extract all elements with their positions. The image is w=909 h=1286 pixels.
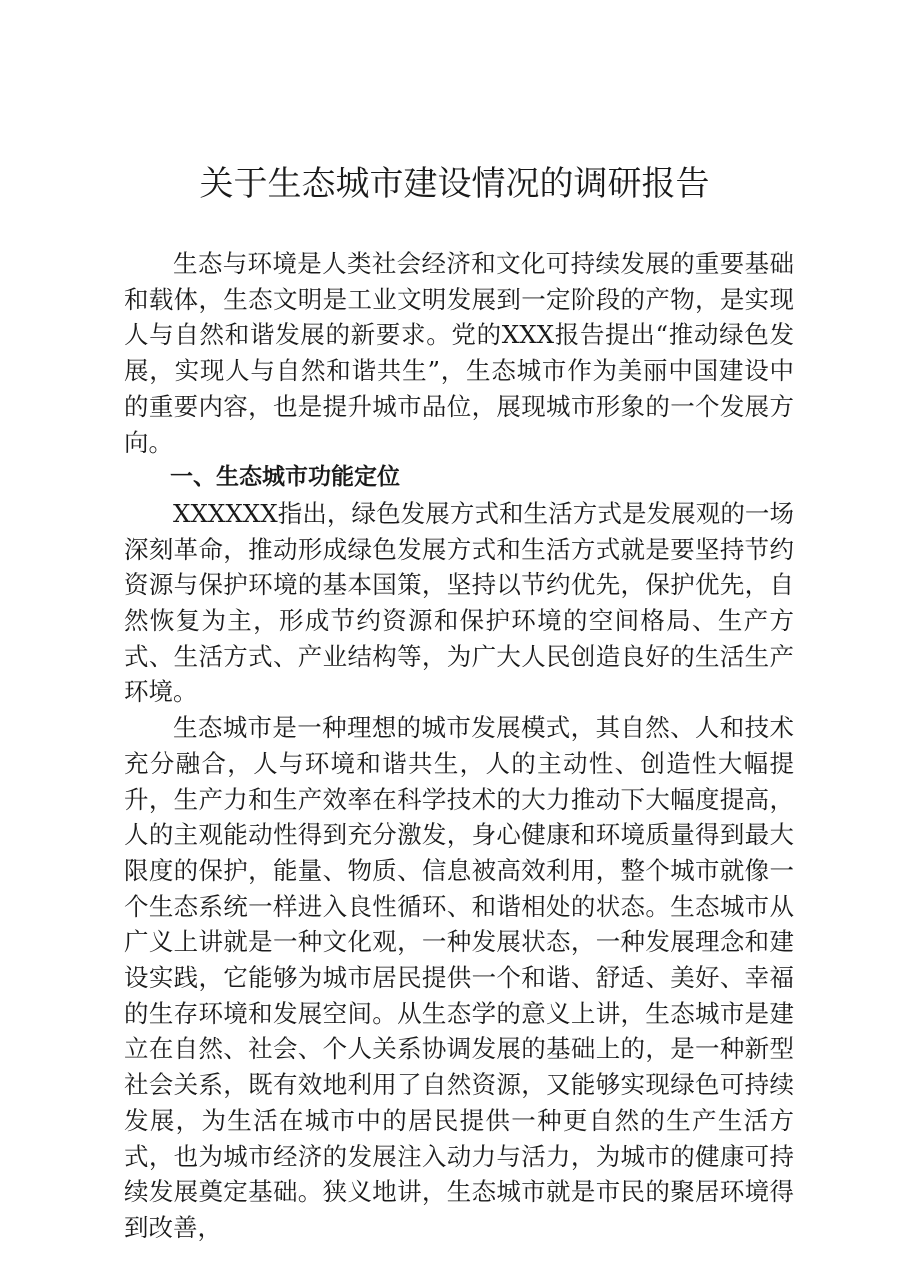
section-heading: 一、生态城市功能定位 (170, 464, 400, 491)
section-paragraph: 生态城市是一种理想的城市发展模式，其自然、人和技术充分融合，人与环境和谐共生，人的主动性、创造性大幅提升，生产力和生产效率在科学技术的大力推动下大幅度提高，人的主观能动性得到充分激发，身心健康和环境质量得到最大限度的保护，能量、物质、信息被高效利用，整个城市就像一个生态系统一样进入良性循环、和谐相处的状态。生态城市从广义上讲就是一种文化观，一种发展状态，一种发展理念和建设实践，它能够为城市居民提供一个和谐、舒适、美好、幸福的生存环境和发展空间。从生态学的意义上讲，生态城市是建立在自然、社会、个人关系协调发展的基础上的，是一种新型社会关系，既有效地利用了自然资源，又能够实现绿色可持续发展，为生活在城市中的居民提供一种更自然的生产生活方式，也为城市经济的发展注入动力与活力，为城市的健康可持续发展奠定基础。狭义地讲，生态城市就是市民的聚居环境得到改善， (124, 713, 794, 1242)
intro-paragraph: 生态与环境是人类社会经济和文化可持续发展的重要基础和载体，生态文明是工业文明发展到一定阶段的产物，是实现人与自然和谐发展的新要求。党的XXX报告提出“推动绿色发展，实现人与自然和谐共生”，生态城市作为美丽中国建设中的重要内容，也是提升城市品位，展现城市形象的一个发展方向。 (124, 249, 794, 457)
section-paragraph: XXXXXX指出，绿色发展方式和生活方式是发展观的一场深刻革命，推动形成绿色发展方式和生活方式就是要坚持节约资源与保护环境的基本国策，坚持以节约优先，保护优先，自然恢复为主，形成节约资源和保护环境的空间格局、生产方式、生活方式、产业结构等，为广大人民创造良好的生活生产环境。 (124, 498, 794, 707)
document-title: 关于生态城市建设情况的调研报告 (199, 164, 710, 204)
document-body (124, 246, 794, 1246)
